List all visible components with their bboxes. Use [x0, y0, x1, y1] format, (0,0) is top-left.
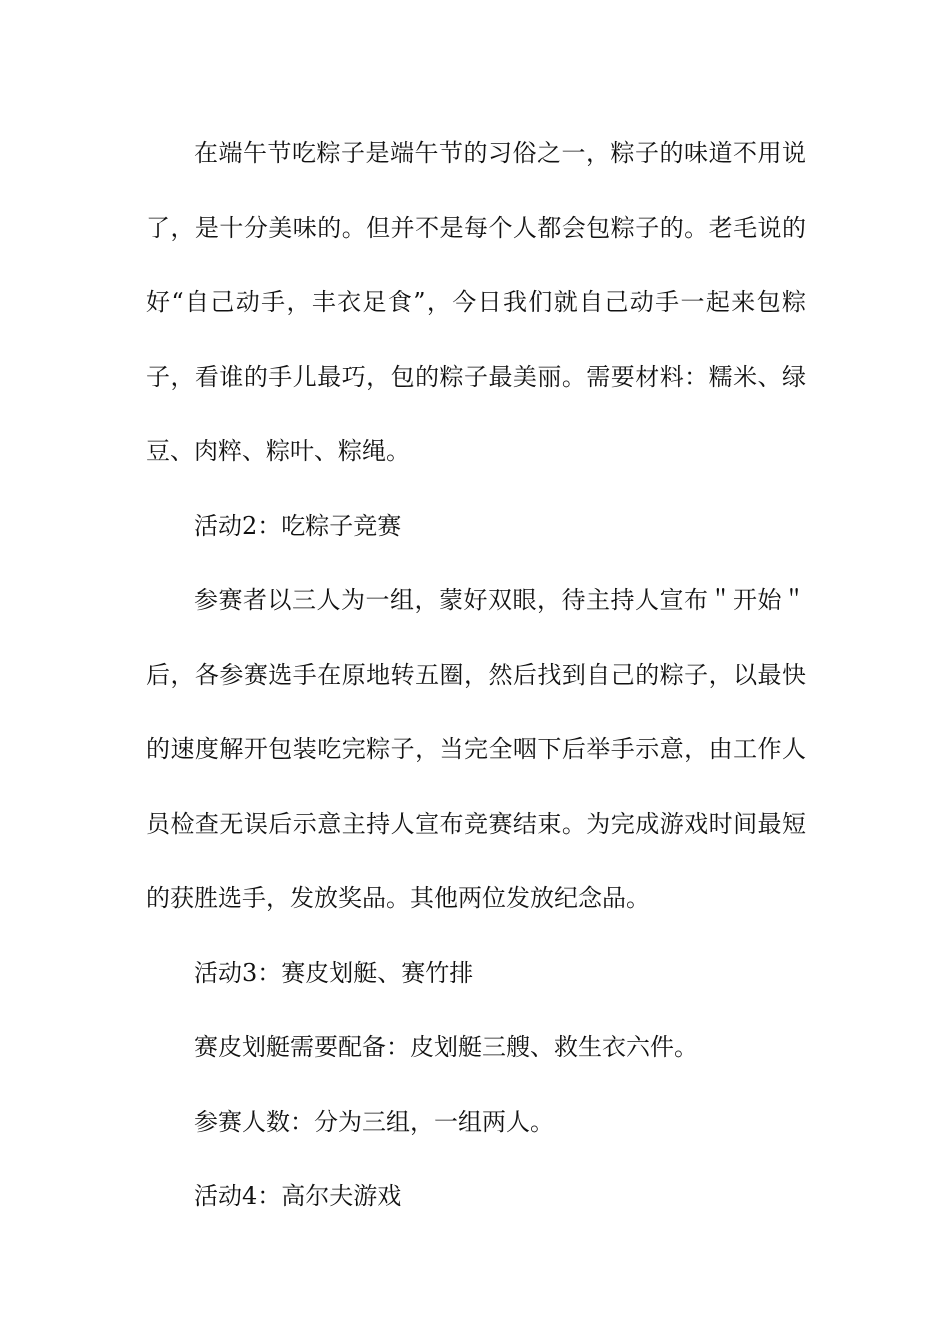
paragraph-eating-contest: 参赛者以三人为一组，蒙好双眼，待主持人宣布＂开始＂后，各参赛选手在原地转五圈，然后找到自己的粽子，以最快的速度解开包装吃完粽子，当完全咽下后举手示意，由工作人员检查无误后示意主持人宣布竞赛结束。为完成游戏时间最短的获胜选手，发放奖品。其他两位发放纪念品。	[146, 586, 806, 912]
paragraph-kayak-equipment: 赛皮划艇需要配备：皮划艇三艘、救生衣六件。	[194, 1033, 698, 1061]
paragraph-participants: 参赛人数：分为三组，一组两人。	[194, 1107, 554, 1136]
heading-activity-3: 活动3：赛皮划艇、赛竹排	[194, 958, 474, 987]
paragraph-zongzi-making: 在端午节吃粽子是端午节的习俗之一，粽子的味道不用说了，是十分美味的。但并不是每个人都会包粽子的。老毛说的好“自己动手，丰衣足食”，今日我们就自己动手一起来包粽子，看谁的手儿最巧，包的粽子最美丽。需要材料：糯米、绿豆、肉粹、粽叶、粽绳。	[146, 139, 806, 465]
heading-activity-2: 活动2：吃粽子竞赛	[194, 511, 402, 540]
heading-activity-4: 活动4：高尔夫游戏	[194, 1182, 402, 1210]
document-body	[146, 116, 806, 1234]
